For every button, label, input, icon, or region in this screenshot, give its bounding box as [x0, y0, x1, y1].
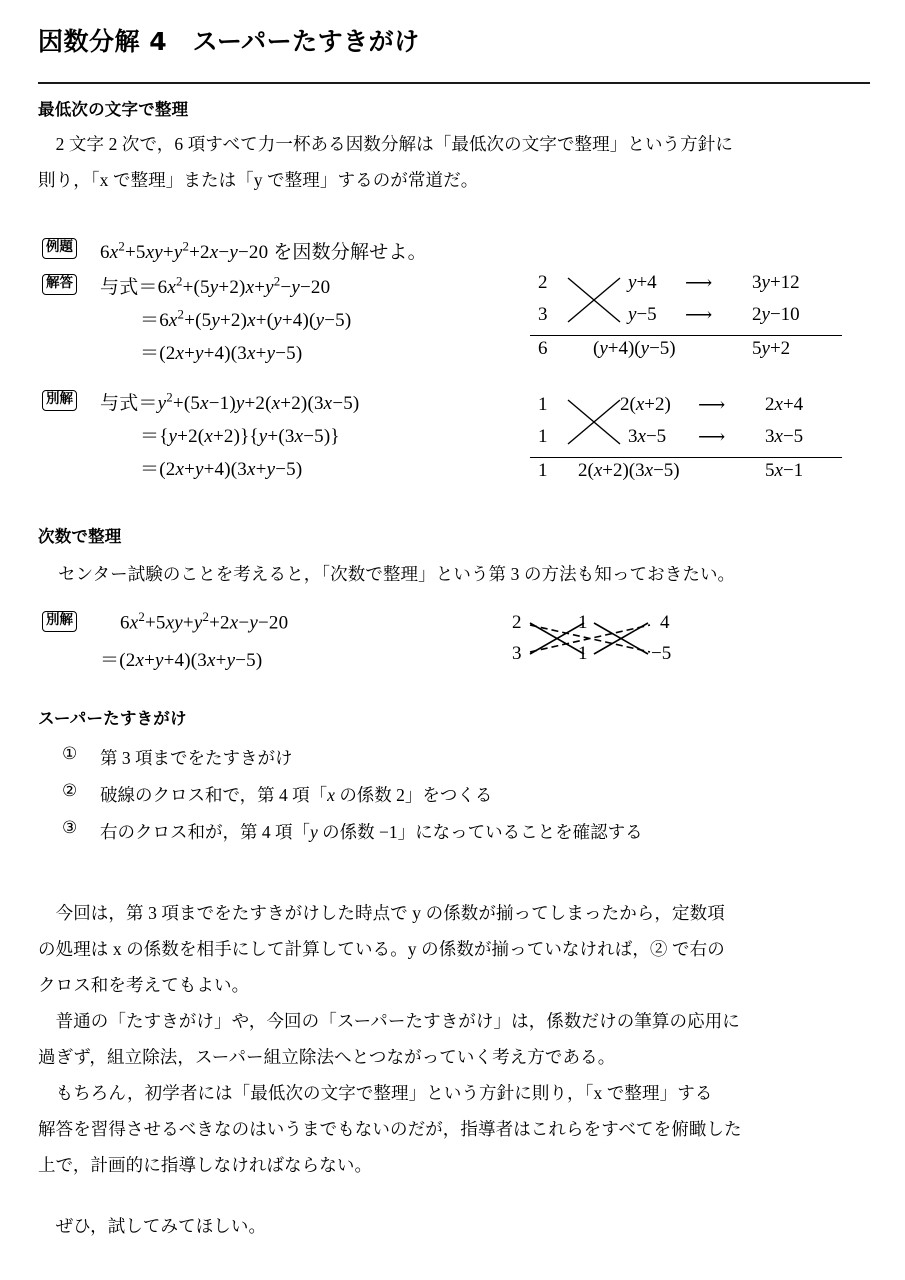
- closing-para1-line1: 今回は，第 3 項までをたすきがけした時点で y の係数が揃ってしまったから，定数項: [38, 903, 725, 923]
- cross1-row2-arrow: ⟶: [685, 305, 713, 326]
- section-heading-lowest-degree: 最低次の文字で整理: [38, 100, 189, 119]
- cross-table-2: [530, 392, 880, 487]
- cross1-total-right: 5y+2: [752, 338, 791, 359]
- cross2-row2-right: 3x−5: [765, 426, 804, 447]
- closing-para2-line2: 過ぎず，組立除法，スーパー組立除法へとつながっていく考え方である。: [38, 1047, 616, 1067]
- example-problem: $6x^2+5xy+y^2+2x-y-20$ を因数分解せよ。: [100, 238, 427, 263]
- cross1-row2-left: 3: [538, 304, 548, 325]
- alt1-line-2: ＝{y+2(x+2)}{y+(3x−5)}: [140, 426, 340, 447]
- super-cross-bottom-2: 1: [578, 643, 588, 664]
- page-title: 因数分解 4 スーパーたすきがけ: [38, 27, 420, 56]
- cross2-row1-mid: 2(x+2): [620, 394, 671, 415]
- list-item-1: 第 3 項までをたすきがけ: [100, 748, 293, 768]
- alt1-line-1: 与式$=y^2+(5x-1)y+2(x+2)(3x-5)$: [100, 389, 360, 414]
- list-item-2: 破線のクロス和で，第 4 項「x の係数 2」をつくる: [100, 785, 493, 805]
- list-number-3: ③: [62, 818, 78, 838]
- closing-para3-line1: もちろん，初学者には「最低次の文字で整理」という方針に則り，「x で整理」する: [38, 1083, 713, 1103]
- cross1-total-left: 6: [538, 338, 548, 359]
- section-heading-super: スーパーたすきがけ: [38, 709, 187, 728]
- answer-line-3: ＝(2x+y+4)(3x+y−5): [140, 343, 303, 364]
- cross1-total-mid: (y+4)(y−5): [593, 338, 676, 359]
- cross1-sum-rule: [530, 335, 842, 336]
- tag-alt-1: 別解: [42, 390, 77, 411]
- super-cross-top-2: 1: [578, 612, 588, 633]
- paragraph-lowest-degree-line1: 2 文字 2 次で，6 項すべて力一杯ある因数分解は「最低次の文字で整理」という方針に: [38, 134, 733, 154]
- cross1-row1-right: 3y+12: [752, 272, 800, 293]
- section-heading-by-degree: 次数で整理: [38, 527, 122, 546]
- super-cross-bottom-3: −5: [651, 643, 672, 664]
- answer-line-1: 与式$=6x^2+(5y+2)x+y^2-y-20$: [100, 273, 331, 298]
- closing-para3-line2: 解答を習得させるべきなのはいうまでもないのだが，指導者はこれらをすべてを俯瞰した: [38, 1119, 742, 1139]
- cross2-row2-left: 1: [538, 426, 548, 447]
- tag-example: 例題: [42, 238, 77, 259]
- closing-para3-line3: 上で，計画的に指導しなければならない。: [38, 1155, 373, 1175]
- list-number-1: ①: [62, 744, 78, 764]
- super-cross-top-1: 2: [512, 612, 522, 633]
- cross2-row2-arrow: ⟶: [698, 427, 726, 448]
- cross2-total-right: 5x−1: [765, 460, 804, 481]
- alt2-line-2: ＝(2x+y+4)(3x+y−5): [100, 650, 263, 671]
- answer-line-2: $=6x^2+(5y+2)x+(y+4)(y-5)$: [140, 306, 352, 331]
- closing-para4: ぜひ，試してみてほしい。: [38, 1216, 267, 1236]
- cross1-row2-right: 2y−10: [752, 304, 800, 325]
- cross1-row2-mid: y−5: [628, 304, 657, 325]
- cross1-row1-left: 2: [538, 272, 548, 293]
- cross2-row1-left: 1: [538, 394, 548, 415]
- tag-answer: 解答: [42, 274, 77, 295]
- title-divider: [38, 82, 870, 84]
- closing-para1-line2: の処理は x の係数を相手にして計算している。y の係数が揃っていなければ，② で右の: [38, 939, 725, 959]
- list-item-3: 右のクロス和が，第 4 項「y の係数 −1」になっていることを確認する: [100, 822, 643, 842]
- super-cross-bottom-1: 3: [512, 643, 522, 664]
- cross1-row1-mid: y+4: [628, 272, 657, 293]
- cross-table-1: [530, 270, 880, 365]
- alt2-line-1: $6x^2+5xy+y^2+2x-y-20$: [120, 609, 289, 634]
- super-cross-top-3: 4: [660, 612, 670, 633]
- cross2-sum-rule: [530, 457, 842, 458]
- tag-alt-2: 別解: [42, 611, 77, 632]
- cross2-total-mid: 2(x+2)(3x−5): [578, 460, 680, 481]
- paragraph-lowest-degree-line2: 則り，「x で整理」または「y で整理」するのが常道だ。: [38, 170, 479, 190]
- list-number-2: ②: [62, 781, 78, 801]
- cross1-row1-arrow: ⟶: [685, 273, 713, 294]
- cross2-row2-mid: 3x−5: [628, 426, 667, 447]
- closing-para1-line3: クロス和を考えてもよい。: [38, 975, 250, 995]
- closing-para2-line1: 普通の「たすきがけ」や，今回の「スーパーたすきがけ」は，係数だけの筆算の応用に: [38, 1011, 740, 1031]
- cross2-row1-arrow: ⟶: [698, 395, 726, 416]
- cross2-total-left: 1: [538, 460, 548, 481]
- paragraph-by-degree: センター試験のことを考えると，「次数で整理」という第 3 の方法も知っておきたい。: [58, 564, 736, 584]
- alt1-line-3: ＝(2x+y+4)(3x+y−5): [140, 459, 303, 480]
- cross2-row1-right: 2x+4: [765, 394, 804, 415]
- super-cross-diagram: [512, 612, 692, 670]
